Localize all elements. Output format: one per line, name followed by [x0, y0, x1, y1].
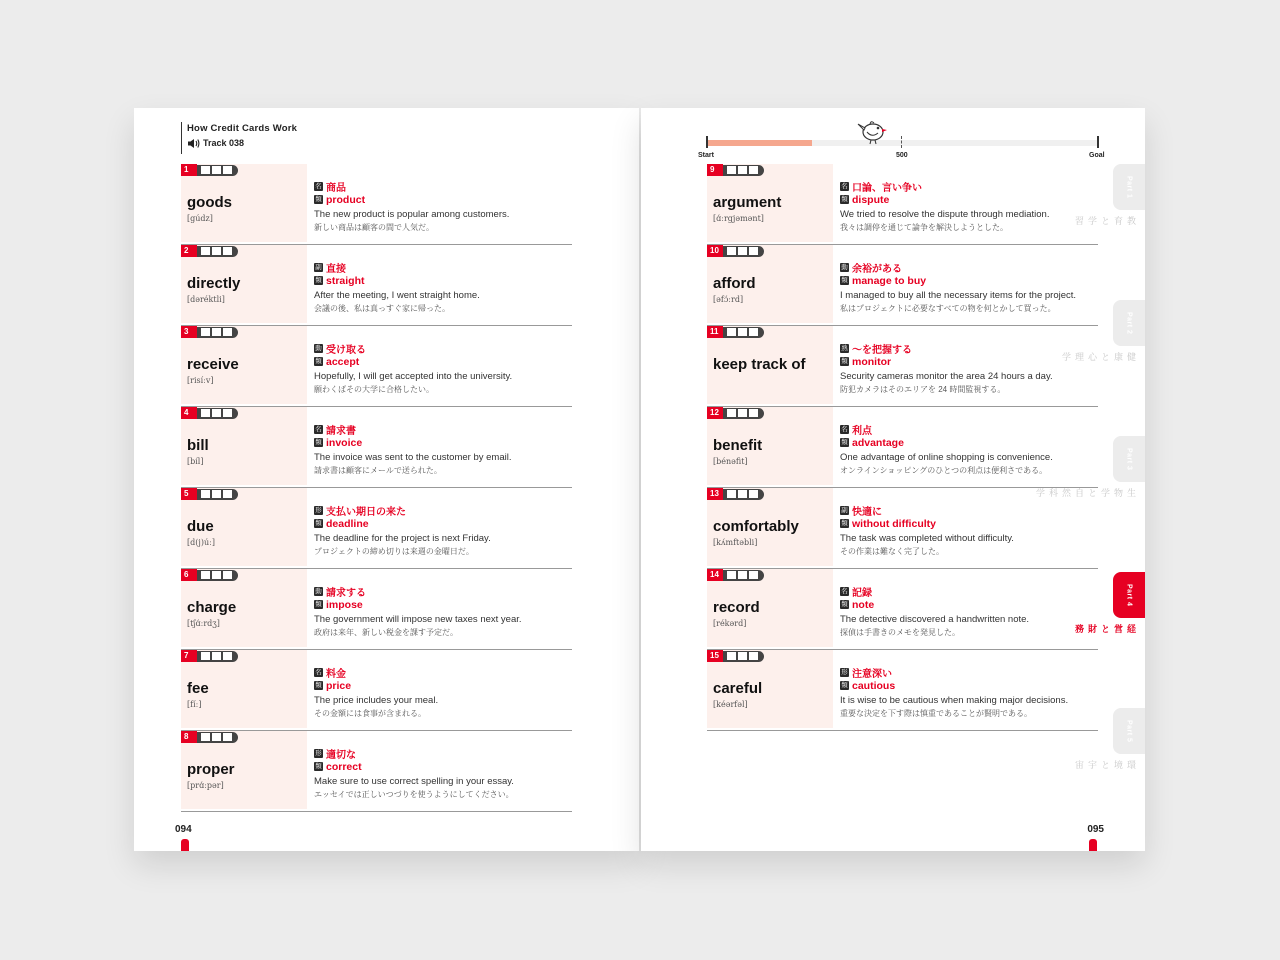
audio-track[interactable] — [187, 136, 297, 150]
check-boxes — [723, 246, 764, 257]
page-header — [181, 122, 297, 154]
pronunciation: [rékərd] — [713, 619, 747, 628]
headword: argument — [713, 194, 782, 211]
check-box[interactable] — [749, 166, 758, 174]
synonym-icon: 類 — [315, 763, 322, 770]
check-box[interactable] — [738, 328, 747, 336]
part-title: 健康と心理学 — [1061, 352, 1136, 363]
check-box[interactable] — [749, 328, 758, 336]
part-tab[interactable] — [1113, 572, 1145, 618]
page-number: 094 — [175, 824, 192, 835]
check-boxes — [723, 408, 764, 419]
pronunciation: [dəréktli] — [187, 295, 225, 304]
vocab-entry — [181, 650, 572, 731]
synonym-icon: 類 — [841, 196, 848, 203]
check-box[interactable] — [727, 571, 736, 579]
entry-info — [840, 342, 1098, 395]
entry-info — [314, 180, 572, 233]
page-number: 095 — [1087, 824, 1104, 835]
check-box[interactable] — [201, 166, 210, 174]
check-boxes — [197, 489, 238, 500]
example-sentence-en: The task was completed without difficulty. — [840, 533, 1014, 544]
headword: proper — [187, 761, 235, 778]
entry-number-tag — [181, 731, 238, 743]
example-sentence-ja: その金額には食事が含まれる。 — [314, 709, 426, 718]
japanese-meaning: 支払い期日の来た — [326, 507, 406, 518]
part-of-speech-icon: 形 — [315, 750, 322, 757]
example-sentence-en: I managed to buy all the necessary items for the project. — [840, 290, 1077, 301]
entry-number-tag — [707, 569, 764, 581]
check-boxes — [197, 570, 238, 581]
entry-info — [840, 261, 1098, 314]
synonym: accept — [326, 355, 360, 368]
check-box[interactable] — [223, 733, 232, 741]
progress-start-label: Start — [698, 152, 714, 159]
vocab-entry — [707, 569, 1098, 650]
entry-info — [840, 423, 1098, 476]
vocab-entry — [707, 650, 1098, 731]
example-sentence-en: Security cameras monitor the area 24 hours a day. — [840, 371, 1053, 382]
synonym: advantage — [852, 436, 904, 449]
check-box[interactable] — [727, 490, 736, 498]
word-cell — [707, 650, 833, 728]
word-cell — [181, 326, 307, 404]
synonym-icon: 類 — [841, 682, 848, 689]
word-cell — [707, 245, 833, 323]
example-sentence-ja: 請求書は顧客にメールで送られた。 — [314, 466, 442, 475]
part-of-speech-icon: 形 — [841, 669, 848, 676]
synonym-icon: 類 — [315, 682, 322, 689]
headword: keep track of — [713, 356, 806, 373]
check-box[interactable] — [212, 247, 221, 255]
check-box[interactable] — [727, 652, 736, 660]
japanese-meaning: 料金 — [326, 669, 346, 680]
synonym: correct — [326, 760, 362, 773]
japanese-meaning: 請求書 — [326, 426, 356, 437]
synonym-icon: 類 — [315, 601, 322, 608]
check-box[interactable] — [201, 409, 210, 417]
page-marker — [1089, 839, 1097, 851]
example-sentence-en: It is wise to be cautious when making major decisions. — [840, 695, 1069, 706]
vocab-entry — [181, 245, 572, 326]
entry-number: 14 — [707, 569, 723, 581]
example-sentence-en: We tried to resolve the dispute through mediation. — [840, 209, 1050, 220]
entry-number-tag — [707, 407, 764, 419]
check-box[interactable] — [212, 166, 221, 174]
pronunciation: [tʃɑ́ːrdʒ] — [187, 619, 220, 628]
check-box[interactable] — [201, 247, 210, 255]
japanese-meaning: 記録 — [852, 588, 872, 599]
headword: charge — [187, 599, 237, 616]
example-sentence-ja: その作業は難なく完了した。 — [840, 547, 944, 556]
check-box[interactable] — [212, 733, 221, 741]
check-boxes — [723, 651, 764, 662]
entry-number-tag — [181, 164, 238, 176]
check-box[interactable] — [738, 409, 747, 417]
check-boxes — [197, 246, 238, 257]
entry-info — [314, 504, 572, 557]
check-box[interactable] — [212, 652, 221, 660]
word-cell — [181, 731, 307, 809]
check-box[interactable] — [749, 652, 758, 660]
part-of-speech-icon: 動 — [315, 588, 322, 595]
synonym: dispute — [852, 193, 890, 206]
example-sentence-ja: 政府は来年、新しい税金を課す予定だ。 — [314, 628, 458, 637]
example-sentence-ja: 防犯カメラはそのエリアを 24 時間監視する。 — [840, 385, 1006, 394]
word-cell — [707, 488, 833, 566]
entry-number: 13 — [707, 488, 723, 500]
check-box[interactable] — [201, 490, 210, 498]
part-title: 生物学と自然科学 — [1035, 488, 1136, 499]
synonym-icon: 類 — [315, 439, 322, 446]
check-box[interactable] — [212, 571, 221, 579]
check-box[interactable] — [223, 409, 232, 417]
entry-info — [840, 180, 1098, 233]
check-box[interactable] — [223, 571, 232, 579]
check-box[interactable] — [212, 328, 221, 336]
synonym: note — [852, 598, 875, 611]
example-sentence-en: One advantage of online shopping is convenience. — [840, 452, 1053, 463]
synonym: cautious — [852, 679, 896, 692]
example-sentence-en: The price includes your meal. — [314, 695, 439, 706]
check-box[interactable] — [738, 571, 747, 579]
check-box[interactable] — [201, 571, 210, 579]
entry-number: 7 — [181, 650, 197, 662]
vocab-entry — [707, 407, 1098, 488]
check-boxes — [197, 651, 238, 662]
pronunciation: [bénəfit] — [713, 457, 748, 466]
example-sentence-ja: 願わくばその大学に合格したい。 — [314, 385, 434, 394]
entry-info — [314, 423, 572, 476]
part-tab-label: Part 5 — [1125, 719, 1133, 743]
example-sentence-en: Make sure to use correct spelling in your essay. — [314, 776, 514, 787]
entry-number: 15 — [707, 650, 723, 662]
headword: afford — [713, 275, 756, 292]
part-tab[interactable] — [1113, 708, 1145, 754]
vocab-entry — [181, 569, 572, 650]
pronunciation: [bíl] — [187, 457, 204, 466]
right-page — [641, 108, 1145, 851]
check-boxes — [197, 732, 238, 743]
japanese-meaning: 請求する — [326, 588, 366, 599]
entry-number-tag — [707, 245, 764, 257]
synonym: without difficulty — [852, 517, 936, 530]
entry-number-tag — [707, 488, 764, 500]
entry-number: 9 — [707, 164, 723, 176]
japanese-meaning: 口論、言い争い — [852, 183, 922, 194]
part-tab[interactable] — [1113, 300, 1145, 346]
synonym: straight — [326, 274, 365, 287]
word-cell — [181, 650, 307, 728]
check-box[interactable] — [212, 490, 221, 498]
right-vocab-list — [707, 164, 1098, 731]
synonym: deadline — [326, 517, 369, 530]
check-box[interactable] — [223, 247, 232, 255]
part-title: 教育と学習 — [1074, 216, 1136, 227]
part-of-speech-icon: 動 — [315, 345, 322, 352]
check-box[interactable] — [223, 490, 232, 498]
check-box[interactable] — [223, 328, 232, 336]
vocab-entry — [707, 488, 1098, 569]
vocab-entry — [181, 731, 572, 812]
entry-info — [840, 585, 1098, 638]
entry-info — [314, 342, 572, 395]
progress-goal-label: Goal — [1089, 152, 1105, 159]
headword: fee — [187, 680, 209, 697]
check-box[interactable] — [727, 328, 736, 336]
check-box[interactable] — [727, 247, 736, 255]
headword: benefit — [713, 437, 763, 454]
part-tab[interactable] — [1113, 436, 1145, 482]
check-boxes — [197, 165, 238, 176]
check-boxes — [197, 327, 238, 338]
part-tab-label: Part 1 — [1125, 175, 1133, 199]
synonym-icon: 類 — [315, 196, 322, 203]
page-marker — [181, 839, 189, 851]
example-sentence-en: The detective discovered a handwritten note. — [840, 614, 1030, 625]
part-tab-label: Part 4 — [1125, 583, 1133, 607]
headword: bill — [187, 437, 209, 454]
headword: comfortably — [713, 518, 799, 535]
example-sentence-en: The new product is popular among customers. — [314, 209, 510, 220]
example-sentence-en: Hopefully, I will get accepted into the university. — [314, 371, 513, 382]
synonym: product — [326, 193, 366, 206]
word-cell — [181, 407, 307, 485]
synonym-icon: 類 — [841, 601, 848, 608]
part-title: 経営と財務 — [1074, 624, 1136, 635]
example-sentence-ja: 私はプロジェクトに必要なすべての物を何とかして買った。 — [840, 304, 1056, 313]
entry-number-tag — [181, 650, 238, 662]
headword: directly — [187, 275, 241, 292]
part-tab-label: Part 2 — [1125, 311, 1133, 335]
part-of-speech-icon: 熟 — [841, 345, 848, 352]
speaker-icon — [187, 138, 200, 149]
synonym: price — [326, 679, 352, 692]
entry-number-tag — [707, 650, 764, 662]
check-boxes — [723, 570, 764, 581]
entry-info — [314, 261, 572, 314]
headword: goods — [187, 194, 232, 211]
japanese-meaning: 余裕がある — [852, 264, 902, 275]
synonym: invoice — [326, 436, 363, 449]
book-title: How Credit Cards Work — [187, 123, 298, 134]
entry-number: 4 — [181, 407, 197, 419]
synonym: impose — [326, 598, 363, 611]
part-of-speech-icon: 名 — [841, 183, 848, 190]
entry-info — [314, 666, 572, 719]
check-box[interactable] — [738, 652, 747, 660]
word-cell — [707, 407, 833, 485]
word-cell — [181, 569, 307, 647]
synonym-icon: 類 — [841, 277, 848, 284]
synonym-icon: 類 — [315, 277, 322, 284]
check-box[interactable] — [201, 328, 210, 336]
entry-number: 1 — [181, 164, 197, 176]
check-box[interactable] — [223, 652, 232, 660]
word-cell — [181, 245, 307, 323]
word-cell — [181, 488, 307, 566]
progress-start-tick — [706, 136, 708, 148]
pronunciation: [gúdz] — [187, 214, 213, 223]
check-box[interactable] — [738, 247, 747, 255]
left-vocab-list — [181, 164, 572, 812]
entry-number-tag — [181, 326, 238, 338]
left-page — [134, 108, 639, 851]
entry-info — [314, 585, 572, 638]
japanese-meaning: 利点 — [852, 426, 872, 437]
part-of-speech-icon: 形 — [315, 507, 322, 514]
synonym-icon: 類 — [841, 520, 848, 527]
japanese-meaning: 注意深い — [852, 669, 892, 680]
example-sentence-ja: プロジェクトの締め切りは来週の金曜日だ。 — [314, 547, 474, 556]
japanese-meaning: 商品 — [326, 183, 346, 194]
vocab-entry — [181, 164, 572, 245]
part-of-speech-icon: 名 — [315, 669, 322, 676]
check-box[interactable] — [201, 652, 210, 660]
vocab-entry — [707, 326, 1098, 407]
japanese-meaning: 直接 — [326, 264, 346, 275]
entry-number-tag — [181, 488, 238, 500]
progress-tracker — [698, 136, 1105, 162]
entry-info — [840, 666, 1098, 719]
check-box[interactable] — [749, 247, 758, 255]
bird-mascot-icon — [856, 118, 890, 146]
entry-number: 12 — [707, 407, 723, 419]
example-sentence-en: The government will impose new taxes next year. — [314, 614, 522, 625]
japanese-meaning: 受け取る — [326, 345, 366, 356]
progress-mid-tick — [901, 136, 902, 148]
japanese-meaning: ～を把握する — [852, 345, 912, 356]
word-cell — [707, 569, 833, 647]
pronunciation: [risíːv] — [187, 376, 214, 385]
entry-number: 11 — [707, 326, 723, 338]
example-sentence-ja: 我々は調停を通じて論争を解決しようとした。 — [840, 223, 1008, 232]
vocab-entry — [181, 407, 572, 488]
pronunciation: [prɑ́ːpər] — [187, 781, 224, 790]
check-box[interactable] — [727, 409, 736, 417]
entry-number: 5 — [181, 488, 197, 500]
check-box[interactable] — [738, 490, 747, 498]
synonym-icon: 類 — [315, 358, 322, 365]
part-of-speech-icon: 名 — [315, 426, 322, 433]
example-sentence-ja: オンラインショッピングのひとつの利点は便利さである。 — [840, 466, 1048, 475]
check-box[interactable] — [749, 571, 758, 579]
part-of-speech-icon: 副 — [315, 264, 322, 271]
entry-number: 10 — [707, 245, 723, 257]
vocab-entry — [181, 488, 572, 569]
entry-number-tag — [181, 569, 238, 581]
entry-number-tag — [181, 407, 238, 419]
part-of-speech-icon: 名 — [315, 183, 322, 190]
part-of-speech-icon: 動 — [841, 264, 848, 271]
check-box[interactable] — [738, 166, 747, 174]
check-boxes — [723, 489, 764, 500]
entry-number-tag — [707, 164, 764, 176]
japanese-meaning: 適切な — [326, 750, 356, 761]
part-title: 環境と宇宙 — [1074, 760, 1136, 771]
check-boxes — [197, 408, 238, 419]
example-sentence-ja: 会議の後、私は真っすぐ家に帰った。 — [314, 304, 450, 313]
entry-info — [840, 504, 1098, 557]
word-cell — [181, 164, 307, 242]
pronunciation: [fíː] — [187, 700, 202, 709]
entry-number: 2 — [181, 245, 197, 257]
synonym: manage to buy — [852, 274, 927, 287]
headword: careful — [713, 680, 763, 697]
example-sentence-ja: エッセイでは正しいつづりを使うようにしてください。 — [314, 790, 514, 799]
example-sentence-ja: 重要な決定を下す際は慎重であることが賢明である。 — [840, 709, 1032, 718]
entry-number: 8 — [181, 731, 197, 743]
check-box[interactable] — [727, 166, 736, 174]
synonym-icon: 類 — [315, 520, 322, 527]
vocab-entry — [707, 164, 1098, 245]
example-sentence-en: The deadline for the project is next Friday. — [314, 533, 491, 544]
synonym-icon: 類 — [841, 358, 848, 365]
pronunciation: [d(j)úː] — [187, 538, 215, 547]
part-of-speech-icon: 名 — [841, 588, 848, 595]
check-box[interactable] — [749, 409, 758, 417]
part-of-speech-icon: 副 — [841, 507, 848, 514]
check-box[interactable] — [223, 166, 232, 174]
check-boxes — [723, 165, 764, 176]
track-label: Track 038 — [203, 138, 245, 148]
progress-fill — [706, 140, 812, 146]
pronunciation: [kʌ́mftəbli] — [713, 538, 758, 547]
pronunciation: [kéərfəl] — [713, 700, 748, 709]
vocab-entry — [181, 326, 572, 407]
pronunciation: [əfɔ́ːrd] — [713, 295, 744, 304]
headword: due — [187, 518, 214, 535]
check-boxes — [723, 327, 764, 338]
check-box[interactable] — [212, 409, 221, 417]
word-cell — [707, 326, 833, 404]
check-box[interactable] — [201, 733, 210, 741]
progress-mid-label: 500 — [896, 152, 908, 159]
japanese-meaning: 快適に — [852, 507, 882, 518]
synonym: monitor — [852, 355, 892, 368]
entry-number: 6 — [181, 569, 197, 581]
progress-end-tick — [1097, 136, 1099, 148]
example-sentence-en: After the meeting, I went straight home. — [314, 290, 480, 301]
part-tab[interactable] — [1113, 164, 1145, 210]
example-sentence-ja: 探偵は手書きのメモを発見した。 — [840, 628, 960, 637]
entry-number-tag — [181, 245, 238, 257]
headword: receive — [187, 356, 239, 373]
entry-number: 3 — [181, 326, 197, 338]
headword: record — [713, 599, 760, 616]
part-of-speech-icon: 名 — [841, 426, 848, 433]
example-sentence-ja: 新しい商品は顧客の間で人気だ。 — [314, 223, 434, 232]
part-tab-label: Part 3 — [1125, 447, 1133, 471]
example-sentence-en: The invoice was sent to the customer by email. — [314, 452, 512, 463]
pronunciation: [ɑ́ːrgjəmənt] — [713, 214, 764, 223]
synonym-icon: 類 — [841, 439, 848, 446]
word-cell — [707, 164, 833, 242]
entry-number-tag — [707, 326, 764, 338]
check-box[interactable] — [749, 490, 758, 498]
entry-info — [314, 747, 572, 800]
vocab-entry — [707, 245, 1098, 326]
